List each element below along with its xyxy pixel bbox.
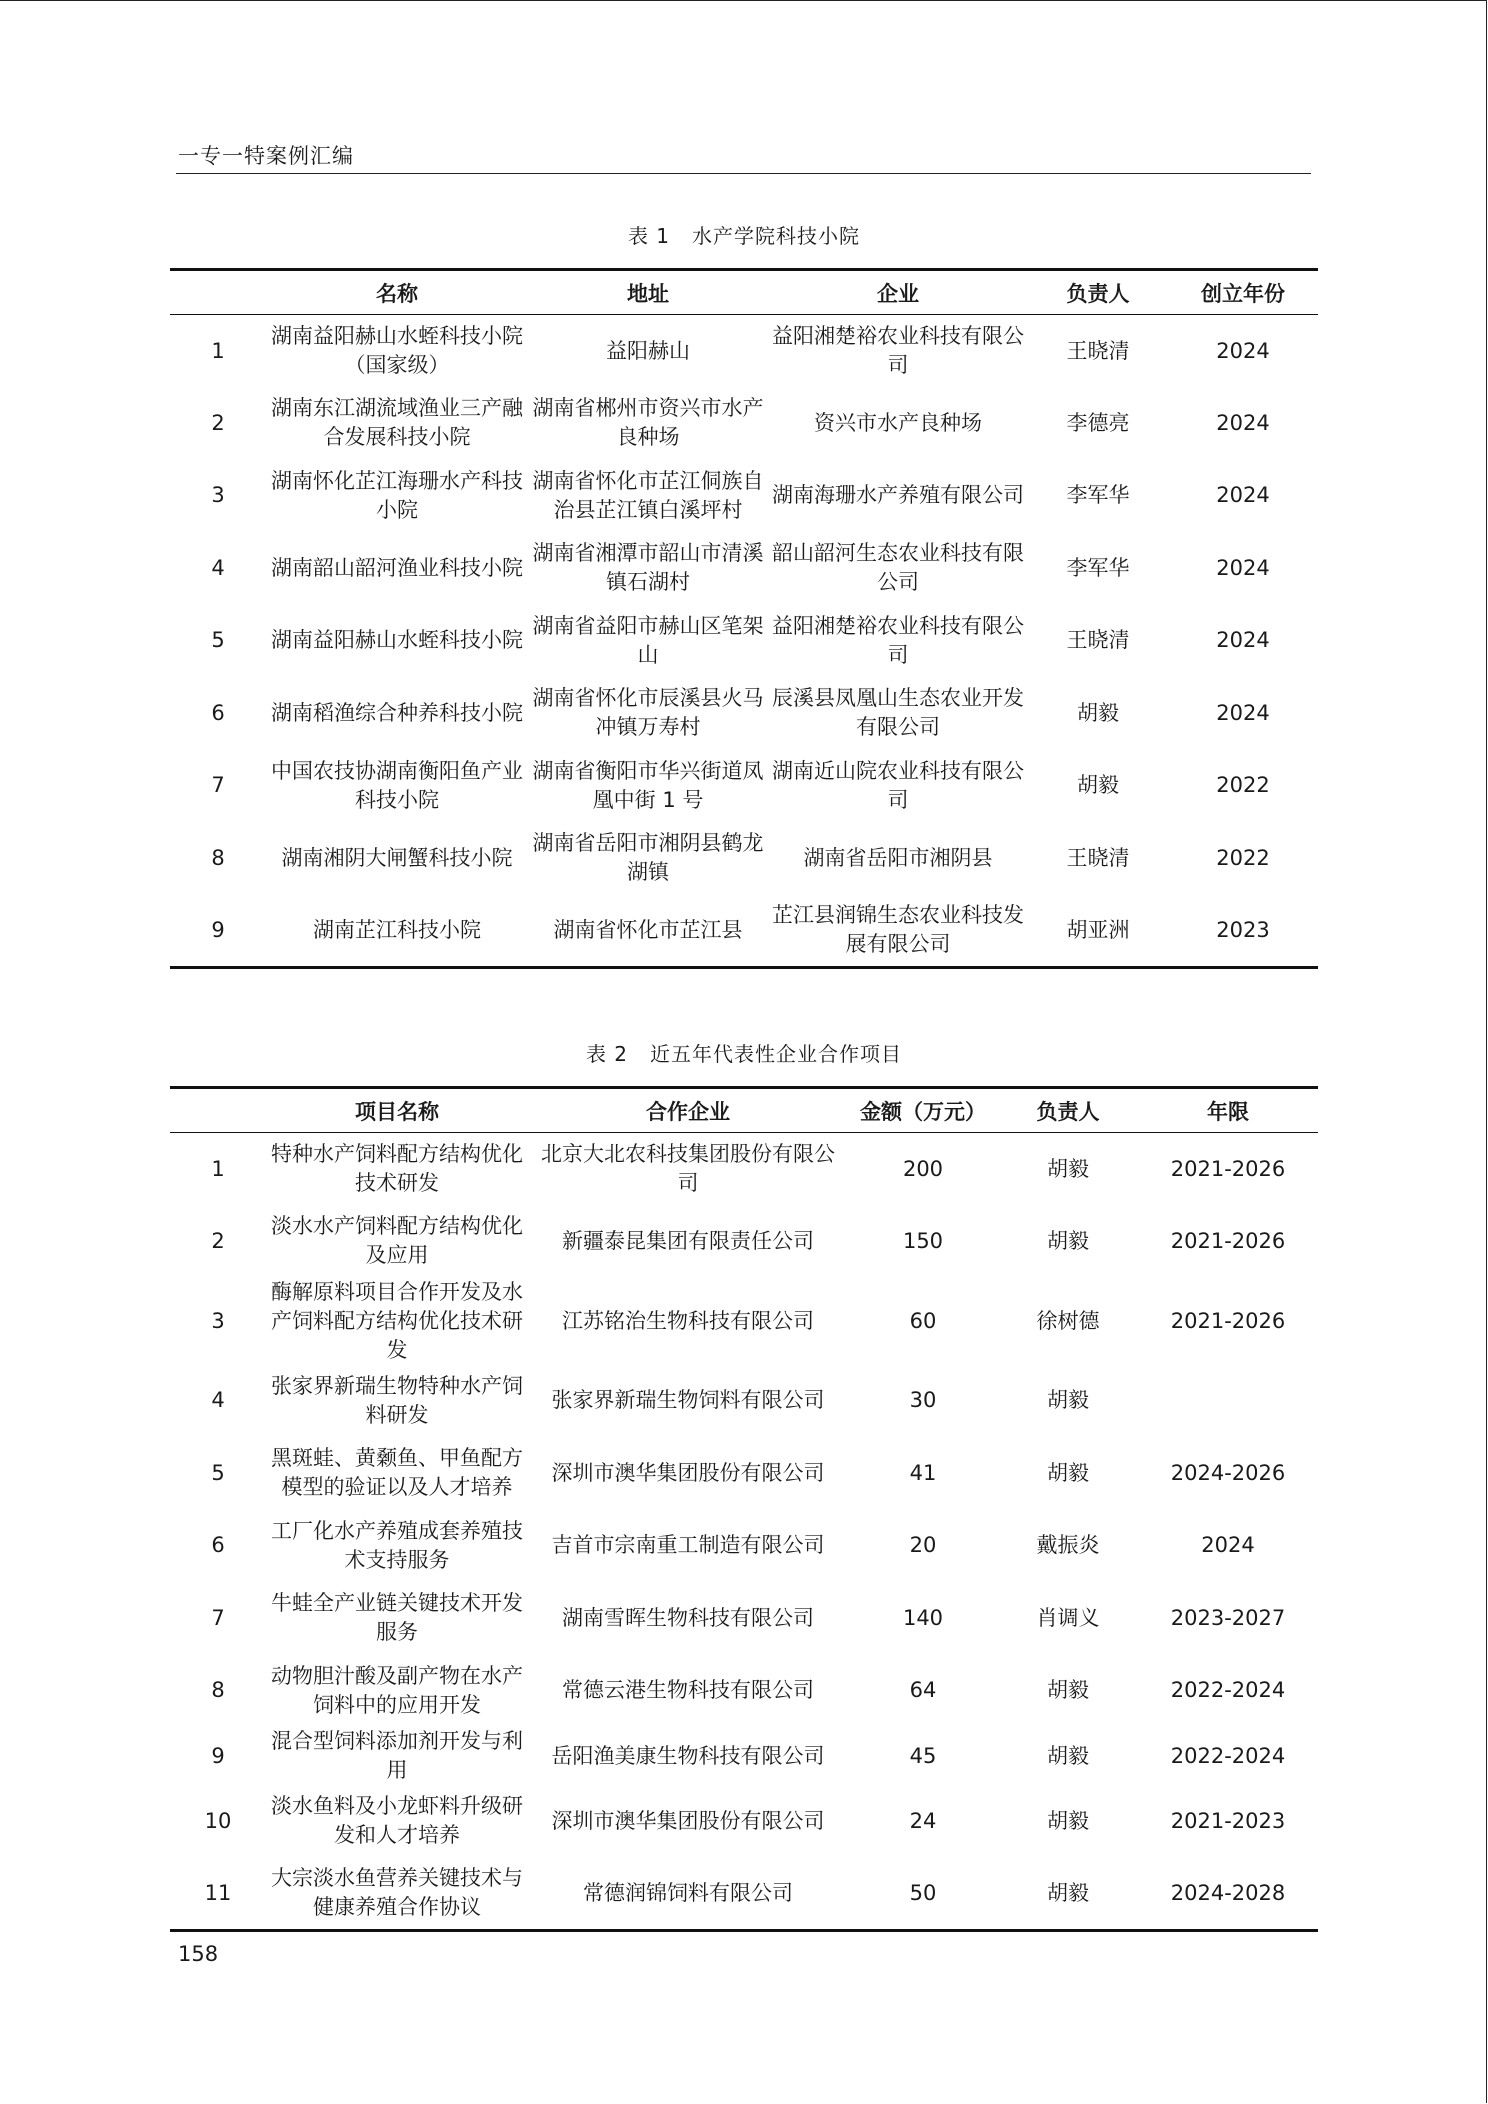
amount-cell: 24 <box>909 1808 937 1833</box>
period-cell: 2021-2026 <box>1170 1156 1286 1181</box>
table1-caption <box>0 220 1488 249</box>
leader-cell: 王晓清 <box>1066 628 1130 653</box>
partner-cell: 北京大北农科技集团股份有限公司 <box>541 1142 835 1195</box>
leader-cell: 胡毅 <box>1047 1156 1089 1181</box>
period-cell: 2022-2024 <box>1170 1678 1286 1703</box>
amount-cell: 50 <box>848 1858 998 1931</box>
partner-cell: 新疆泰昆集团有限责任公司 <box>562 1228 814 1253</box>
table-row <box>170 1858 1318 1931</box>
name-cell: 中国农技协湖南衡阳鱼产业科技小院 <box>271 758 523 812</box>
company-cell: 益阳湘楚裕农业科技有限公司 <box>772 613 1024 667</box>
name-cell: 湖南韶山韶河渔业科技小院 <box>271 555 523 580</box>
project-cell: 张家界新瑞生物特种水产饲料研发 <box>271 1373 523 1427</box>
table2-col-partner: 合作企业 <box>528 1088 848 1133</box>
table-row <box>170 315 1318 388</box>
leader-cell: 胡亚洲 <box>1028 895 1168 968</box>
table2-body <box>170 1133 1318 1931</box>
table-row <box>170 1205 1318 1278</box>
address-cell: 湖南省益阳市赫山区笔架山 <box>532 613 764 667</box>
leader-cell: 徐树德 <box>1036 1308 1100 1333</box>
header-rule <box>176 173 1311 174</box>
year-cell: 2024 <box>1216 700 1270 725</box>
running-header: 一专一特案例汇编 <box>178 144 354 168</box>
leader-cell: 胡毅 <box>1047 1388 1089 1413</box>
period-cell: 2024-2026 <box>1170 1460 1286 1485</box>
table-row <box>170 460 1318 533</box>
row-index-cell: 9 <box>211 1743 225 1768</box>
table2-caption-number: 表 2 <box>585 1042 629 1066</box>
partner-cell: 常德润锦饲料有限公司 <box>528 1858 848 1931</box>
row-index-cell: 8 <box>211 845 225 870</box>
table-row <box>170 387 1318 460</box>
company-cell: 资兴市水产良种场 <box>814 410 982 435</box>
project-cell: 黑斑蛙、黄颡鱼、甲鱼配方模型的验证以及人才培养 <box>271 1446 523 1500</box>
company-cell: 湖南海珊水产养殖有限公司 <box>772 483 1024 508</box>
row-index-cell: 2 <box>211 410 225 435</box>
table1 <box>170 268 1318 969</box>
partner-cell: 吉首市宗南重工制造有限公司 <box>551 1533 825 1558</box>
row-index-cell: 8 <box>211 1678 225 1703</box>
table1-col-name: 名称 <box>266 270 528 315</box>
row-index-cell: 4 <box>211 1388 225 1413</box>
amount-cell: 64 <box>909 1678 937 1703</box>
partner-cell: 深圳市澳华集团股份有限公司 <box>551 1808 825 1833</box>
address-cell: 湖南省怀化市芷江侗族自治县芷江镇白溪坪村 <box>532 468 764 522</box>
table1-header-row <box>170 270 1318 315</box>
table-row <box>170 895 1318 968</box>
period-cell <box>1138 1365 1318 1438</box>
year-cell: 2023 <box>1168 895 1318 968</box>
table2-col-amount: 金额（万元） <box>848 1088 998 1133</box>
amount-cell: 200 <box>902 1156 944 1181</box>
table-row <box>170 532 1318 605</box>
table1-col-index <box>170 270 266 315</box>
name-cell: 湖南益阳赫山水蛭科技小院 <box>271 628 523 653</box>
table-row <box>170 1437 1318 1510</box>
partner-cell: 岳阳渔美康生物科技有限公司 <box>551 1743 825 1768</box>
row-index-cell: 3 <box>211 483 225 508</box>
name-cell: 湖南芷江科技小院 <box>266 895 528 968</box>
table1-body <box>170 315 1318 968</box>
year-cell: 2024 <box>1216 410 1270 435</box>
year-cell: 2024 <box>1216 483 1270 508</box>
address-cell: 湖南省郴州市资兴市水产良种场 <box>532 396 764 450</box>
leader-cell: 李军华 <box>1066 555 1130 580</box>
row-index-cell: 9 <box>170 895 266 968</box>
row-index-cell: 10 <box>204 1808 232 1833</box>
project-cell: 特种水产饲料配方结构优化技术研发 <box>271 1142 523 1195</box>
table1-caption-number: 表 1 <box>627 224 671 248</box>
table-row <box>170 1510 1318 1583</box>
amount-cell: 45 <box>909 1743 937 1768</box>
leader-cell: 戴振炎 <box>1036 1533 1100 1558</box>
year-cell: 2024 <box>1216 338 1270 363</box>
leader-cell: 胡毅 <box>1047 1460 1089 1485</box>
leader-cell: 胡毅 <box>1047 1678 1089 1703</box>
project-cell: 混合型饲料添加剂开发与利用 <box>271 1729 523 1782</box>
address-cell: 湖南省衡阳市华兴街道凤凰中街 1 号 <box>532 758 764 812</box>
row-index-cell: 11 <box>170 1858 266 1931</box>
row-index-cell: 3 <box>211 1308 225 1333</box>
table2-col-index <box>170 1088 266 1133</box>
table2-header-row <box>170 1088 1318 1133</box>
partner-cell: 常德云港生物科技有限公司 <box>562 1678 814 1703</box>
row-index-cell: 6 <box>211 700 225 725</box>
period-cell: 2021-2026 <box>1170 1308 1286 1333</box>
table-row <box>170 677 1318 750</box>
amount-cell: 150 <box>902 1228 944 1253</box>
row-index-cell: 1 <box>211 338 225 363</box>
table2 <box>170 1086 1318 1932</box>
project-cell: 工厂化水产养殖成套养殖技术支持服务 <box>271 1518 523 1572</box>
address-cell: 益阳赫山 <box>606 338 690 363</box>
table-row <box>170 1365 1318 1438</box>
company-cell: 韶山韶河生态农业科技有限公司 <box>772 541 1024 595</box>
row-index-cell: 5 <box>211 1460 225 1485</box>
table1-col-leader: 负责人 <box>1028 270 1168 315</box>
name-cell: 湖南益阳赫山水蛭科技小院（国家级） <box>271 324 523 377</box>
table-row <box>170 1133 1318 1206</box>
table2-col-leader: 负责人 <box>998 1088 1138 1133</box>
amount-cell: 41 <box>909 1460 937 1485</box>
name-cell: 湖南东江湖流域渔业三产融合发展科技小院 <box>271 396 523 450</box>
leader-cell: 李德亮 <box>1066 410 1130 435</box>
row-index-cell: 4 <box>211 555 225 580</box>
period-cell: 2024 <box>1201 1533 1255 1558</box>
company-cell: 芷江县润锦生态农业科技发展有限公司 <box>768 895 1028 968</box>
company-cell: 辰溪县凤凰山生态农业开发有限公司 <box>772 686 1024 740</box>
row-index-cell: 1 <box>211 1156 225 1181</box>
partner-cell: 张家界新瑞生物饲料有限公司 <box>551 1388 825 1413</box>
table-row <box>170 1582 1318 1655</box>
company-cell: 湖南近山院农业科技有限公司 <box>772 758 1024 812</box>
table-row <box>170 1655 1318 1728</box>
table2-caption <box>0 1038 1488 1067</box>
project-cell: 酶解原料项目合作开发及水产饲料配方结构优化技术研发 <box>271 1279 523 1362</box>
page-number: 158 <box>178 1942 219 1966</box>
table2-col-project: 项目名称 <box>266 1088 528 1133</box>
table2-caption-text: 近五年代表性企业合作项目 <box>650 1042 903 1066</box>
partner-cell: 江苏铭治生物科技有限公司 <box>562 1308 814 1333</box>
leader-cell: 胡毅 <box>1047 1808 1089 1833</box>
table-row <box>170 822 1318 895</box>
row-index-cell: 5 <box>211 628 225 653</box>
address-cell: 湖南省湘潭市韶山市清溪镇石湖村 <box>532 541 764 595</box>
table2-col-period: 年限 <box>1138 1088 1318 1133</box>
project-cell: 动物胆汁酸及副产物在水产饲料中的应用开发 <box>271 1663 523 1717</box>
leader-cell: 胡毅 <box>1047 1743 1089 1768</box>
table-row <box>170 605 1318 678</box>
project-cell: 牛蛙全产业链关键技术开发服务 <box>271 1591 523 1645</box>
period-cell: 2023-2027 <box>1170 1605 1286 1630</box>
amount-cell: 30 <box>909 1388 937 1413</box>
table-row <box>170 750 1318 823</box>
partner-cell: 湖南雪晖生物科技有限公司 <box>562 1605 814 1630</box>
company-cell: 益阳湘楚裕农业科技有限公司 <box>772 324 1024 377</box>
table1-caption-text: 水产学院科技小院 <box>692 224 861 248</box>
year-cell: 2022 <box>1216 773 1270 798</box>
period-cell: 2024-2028 <box>1138 1858 1318 1931</box>
name-cell: 湖南湘阴大闸蟹科技小院 <box>281 845 513 870</box>
table-row <box>170 1727 1318 1785</box>
year-cell: 2024 <box>1216 628 1270 653</box>
project-cell: 淡水水产饲料配方结构优化及应用 <box>271 1214 523 1268</box>
amount-cell: 140 <box>902 1605 944 1630</box>
leader-cell: 肖调义 <box>1036 1605 1100 1630</box>
address-cell: 湖南省怀化市辰溪县火马冲镇万寿村 <box>532 686 764 740</box>
project-cell: 大宗淡水鱼营养关键技术与健康养殖合作协议 <box>266 1858 528 1931</box>
name-cell: 湖南怀化芷江海珊水产科技小院 <box>271 468 523 522</box>
period-cell: 2022-2024 <box>1170 1743 1286 1768</box>
period-cell: 2021-2026 <box>1170 1228 1286 1253</box>
company-cell: 湖南省岳阳市湘阴县 <box>803 845 993 870</box>
row-index-cell: 7 <box>211 773 225 798</box>
leader-cell: 胡毅 <box>1077 773 1119 798</box>
leader-cell: 王晓清 <box>1066 845 1130 870</box>
address-cell: 湖南省岳阳市湘阴县鹤龙湖镇 <box>532 831 764 885</box>
leader-cell: 王晓清 <box>1066 338 1130 363</box>
address-cell: 湖南省怀化市芷江县 <box>528 895 768 968</box>
name-cell: 湖南稻渔综合种养科技小院 <box>271 700 523 725</box>
project-cell: 淡水鱼料及小龙虾料升级研发和人才培养 <box>271 1794 523 1848</box>
table1-col-company: 企业 <box>768 270 1028 315</box>
year-cell: 2022 <box>1216 845 1270 870</box>
partner-cell: 深圳市澳华集团股份有限公司 <box>551 1460 825 1485</box>
leader-cell: 胡毅 <box>1077 700 1119 725</box>
row-index-cell: 6 <box>211 1533 225 1558</box>
leader-cell: 李军华 <box>1066 483 1130 508</box>
leader-cell: 胡毅 <box>1047 1228 1089 1253</box>
amount-cell: 60 <box>909 1308 937 1333</box>
row-index-cell: 7 <box>211 1605 225 1630</box>
row-index-cell: 2 <box>211 1228 225 1253</box>
table-row <box>170 1785 1318 1858</box>
leader-cell: 胡毅 <box>998 1858 1138 1931</box>
table-row <box>170 1278 1318 1365</box>
table1-col-year: 创立年份 <box>1168 270 1318 315</box>
table1-col-address: 地址 <box>528 270 768 315</box>
period-cell: 2021-2023 <box>1170 1808 1286 1833</box>
year-cell: 2024 <box>1216 555 1270 580</box>
amount-cell: 20 <box>909 1533 937 1558</box>
